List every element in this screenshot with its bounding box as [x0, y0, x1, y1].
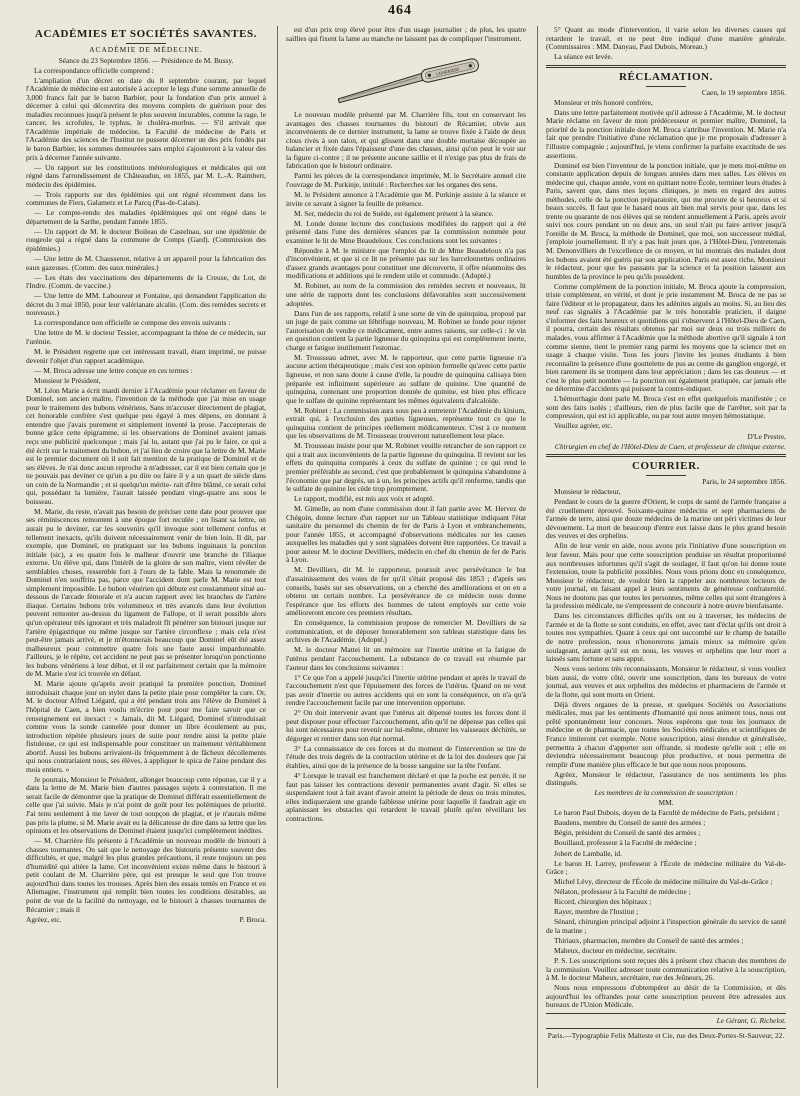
- committee-mm: MM.: [658, 798, 674, 808]
- column-2-intro: est d'un prix trop élevé pour être d'un usage journalier ; de plus, les quatre saillies qui fixent la lame au manche ne laissent pas de compliquer l'instrument.: [286, 26, 526, 43]
- footer-rule: [546, 1013, 786, 1014]
- paragraph: M. Ser, médecin du roi de Suède, est également présent à la séance.: [294, 208, 494, 218]
- paragraph: 4° Lorsque le travail est franchement déclaré et que la poche est percée, il ne faut pas laisser les contractions devenir permanentes avant d'agir. Si elles se suspendaient tout à fait avant d'avoir atteint la période de deux ou trois minutes, elles indiqueraient une grande faiblesse utérine pour laquelle il faudrait agir en aplanissant les obstacles qui retardent le travail plutôt qu'en réveillant les contractions.: [286, 771, 526, 823]
- paragraph: — Trois rapports sur des épidémies qui ont régné récemment dans les communes de Fiers, Galametz et Le Parcq (Pas-de-Calais).: [26, 189, 266, 208]
- paragraph: — Une lettre de MM. Laboureur et Fontaine, qui demandent l'application du décret du 3 mai 1850, pour leur valérianate alcalin. (Com. des remèdes secrets et nouveaux.): [26, 291, 266, 318]
- page-number: 464: [388, 3, 412, 18]
- paragraph: Dans les circonstances difficiles qu'ils ont eu à traverser, les médecins de l'armée et de la flotte se sont conduits, en effet, avec tant d'éclat qu'ils ont droit à toutes nos sympathies. Quant à ceux qui ont succombé sur le champ de bataille de notre profession, nous n'honorerons jamais mieux sa mémoire qu'en soulageant, autant qu'il est en nous, les veuves et orphelins que leur mort a laissés sans fortune et sans appui.: [546, 611, 786, 664]
- paragraph: 2° On doit intervenir avant que l'utérus ait dépensé toutes les forces dont il peut disposer pour effectuer l'accouchement, afin qu'il ne dépense pas celles qui lui sont nécessaires pour revenir sur lui-même, obturer les vaisseaux déchirés, se dégorger et rentrer dans son état normal.: [286, 708, 526, 743]
- committee-member: Michel Lévy, directeur de l'École de médecine militaire du Val-de-Grâce ;: [554, 877, 773, 887]
- signoff-left: Agréez, etc.: [26, 914, 62, 924]
- paragraph: Agréez, Monsieur le rédacteur, l'assurance de nos sentiments les plus distingués.: [546, 769, 786, 788]
- paragraph: M. Trousseau admet, avec M. le rapporteur, que cette partie ligneuse n'a aucune action thérapeutique ; mais c'est son opinion formelle qu'avec cette partie ligneuse, et non sans doute à cause d'elle, la poudre de quinquina calisaya bien préparée est infiniment supérieure au sulfate de quinine. Une quantité de quinquina, contenant une proportion donnée de quinine, est bien plus efficace que le sulfate de quinine représentant les mêmes équivalents d'alcaloïde.: [286, 352, 526, 405]
- committee-members: [546, 809, 786, 955]
- printer-line: Paris.—Typographie Felix Malteste et Cie, rue des Deux-Portes-St-Sauveur, 22.: [547, 1031, 785, 1041]
- bistoury-figure: [321, 47, 491, 105]
- subsection-title: ACADÉMIE DE MÉDECINE.: [89, 45, 203, 54]
- column-3-top: [546, 26, 786, 62]
- postscript: P. S. Les souscriptions sont reçues dès à présent chez chacun des membres de la commission. Veuillez adresser toute communication relative à la souscription, à M. le docteur Maheux, secrétaire, rue des Jeûneurs, 26.: [546, 956, 786, 983]
- paragraph: Monsieur et très honoré confrère,: [554, 97, 653, 107]
- paragraph: Déjà divers organes de la presse, et quelques Sociétés ou Associations médicales, mus par les sentiments d'humanité qui nous animent tous, nous ont prêté spontanément leur concours. Nous espérons que tous les journaux de médecine et de pharmacie, que toutes les Sociétés médicales et scientifiques de France imiteront cet exemple. Notre souscription, ainsi étendue et généralisée, permettra à chacun d'apporter son offrande, si modeste qu'elle soit ; elle en deviendra nécessairement beaucoup plus productive, et nous permettra de remplir d'une manière plus efficace le but que nous nous proposons.: [546, 699, 786, 769]
- committee-member: Rayer, membre de l'Institut ;: [554, 907, 639, 917]
- paragraph: Dans l'un de ses rapports, relatif à une sorte de vin de quinquina, proposé par un juge de paix comme un fébrifuge nouveau, M. Robinet se fonde pour rejeter l'autorisation de vendre ce médicament, entre autres raisons, sur celle-ci : le vin en question contient la partie ligneuse du quinquina qui est complètement inerte, charge et fatigue inutilement l'estomac.: [286, 308, 526, 352]
- reclamation-title: RÉCLAMATION.: [618, 70, 714, 83]
- paragraph: M. Gimelle, au nom d'une commission dont il fait partie avec M. Hervez de Chégoin, donne lecture d'un rapport sur un Tableau statistique indiquant l'état sanitaire du personnel du chemin de fer de Paris à Lyon et embranchements, pour l'année 1855, et accompagné d'observations médicales sur les causes auxquelles les maladies qui y sont signalées doivent être rapportées. Ce travail a pour auteur M. le docteur Devilliers, médecin en chef du chemin de fer de Paris à Lyon.: [286, 504, 526, 565]
- signoff-right: P. Broca.: [239, 914, 266, 924]
- paragraph: M. Devilliers, dit M. le rapporteur, poursuit avec persévérance le but d'assainissement des voies de fer qu'il s'était proposé dès 1853 ; d'après ses conseils, basés sur ses observations, on a cherché des améliorations et on en a obtenu un certain nombre. La persévérance de ce médecin nous donne l'espérance que les efforts des hommes de talent employés sur cette voie amélioreront encore ces premiers résultats.: [286, 565, 526, 618]
- paragraph: M. Léon Marie a écrit mardi dernier à l'Académie pour réclamer en faveur de Dominel, son ancien maître, l'invention de la méthode que j'ai mise en usage pour le traitement des bubons vénériens. Sans m'accuser directement de plagiat, cet honorable confrère s'est quelque peu égayé à mes dépens, en donnant à entendre que j'avais purement et simplement inventé la prose. J'accepterais de bonne grâce cette épigramme, si les observations de Dominel avaient jamais reçu une publicité quelconque ; mais j'ai lu, autant que j'ai pu le faire, ce qui a été écrit sur le traitement du bubon, et j'ai lieu de croire que la lettre de M. Marie est le premier document où il soit fait mention de la pratique de Dominel et de ses élèves. Je n'ai donc aucun reproche à m'adresser, car il est bien certain que je ne pouvais pas deviner ce qu'un a pu dire ou faire il y a un quart de siècle dans un coin de la Normandie ; et si quelqu'un mérite- rait d'être blâmé, ce serait celui qui, possédant la lumière, l'aurait laissée pendant vingt-quatre ans sous le boisseau.: [26, 385, 266, 506]
- title-rule: [646, 475, 686, 476]
- paragraph: La correspondance officielle comprend :: [34, 65, 154, 75]
- section-rule: [546, 65, 786, 68]
- paragraph: Afin de leur venir en aide, nous avons pris l'initiative d'une souscription en leur faveur. Mais pour que cette souscription produise un résultat proportionné aux nombreuses infortunes qu'il s'agit de soulager, il faut qu'on lui donne toute l'extension, toute la publicité possibles. Nous vous prions donc en conséquence, Monsieur le rédacteur, de vouloir bien la rappeler aux nombreux lecteurs de votre journal, en faisant appel à leurs sentiments de généreuse confraternité. Nous ne doutons pas que toutes les personnes, même celles qui sont étrangères à la profession médicale, ne s'empressent de concourir à notre œuvre bienfaisante.: [546, 541, 786, 611]
- committee-member: Le baron H. Larrey, professeur à l'École de médecine militaire du Val-de-Grâce ;: [546, 858, 786, 877]
- paragraph: 1° Ce que l'on a appelé jusqu'ici l'inertie utérine pendant et après le travail de l'accouchement n'est que l'épuisement des forces de l'utérus. Quand on ne veut pas avoir d'inertie ou autres accidents qui en sont la conséquence, on n'a qu'à rendre l'accouchement facile par une intervention opportune.: [286, 672, 526, 708]
- paragraph: — Le compte-rendu des maladies épidémiques qui ont régné dans le département de la Sarthe, pendant l'année 1855.: [26, 208, 266, 226]
- reclamation-body: [546, 99, 786, 421]
- paragraph: L'ampliation d'un décret en date du 8 septembre courant, par lequel l'Académie de médecine est autorisée à accepter le legs d'une somme annuelle de 3,000 francs fait par le baron Barbier, pour la fondation d'un prix annuel à décerner à celui qui découvrira des moyens complets de guérison pour des maladies reconnues jusqu'à présent le plus souvent incurables, comme la rage, le cancer, les scrofules, le typhus, le choléra-morbus. — S'il arrivait que l'Académie impériale de médecine, la Faculté de médecine de Paris et l'Académie des sciences de l'Institut ne pussent décerner un des prix fondés par le baron Barbier, les sommes demeurées sans emploi s'ajouteront à la valeur des prix à décerner l'année suivante.: [26, 75, 266, 162]
- section-title: ACADÉMIES ET SOCIÉTÉS SAVANTES.: [34, 28, 258, 40]
- committee-member: Ricord, chirurgien des hôpitaux ;: [554, 897, 652, 907]
- paragraph: Répondre à M. le ministre que l'emploi du lit de Mme Beaudeloux n'a pas d'inconvénient, et que si ce lit ne présente pas sur les barcelonnettes ordinaires d'assez grands avantages pour constituer une découverte, il offre néanmoins des modifications et additions qui le rendent utile et commode. (Adopté.): [286, 245, 526, 281]
- paragraph: M. Robinet, au nom de la commission des remèdes secrets et nouveaux, lit une série de rapports dont les conclusions défavorables sont successivement adoptées.: [286, 281, 526, 308]
- committee-member: Le baron Paul Dubois, doyen de la Faculté de médecine de Paris, président ;: [554, 808, 780, 818]
- committee-member: Jobert de Lamballe, id.: [554, 848, 622, 858]
- paragraph: — Les états des vaccinations des départements de la Creuse, du Lot, de l'Indre. (Comm. de vaccine.): [26, 272, 266, 291]
- paragraph: En conséquence, la commission propose de remercier M. Devilliers de sa communication, et de déposer honorablement son tableau statistique dans les archives de l'Académie. (Adopté.): [286, 618, 526, 645]
- committee-member: Maheux, docteur en médecine, secrétaire.: [554, 946, 677, 955]
- paragraph: Comme complément de la ponction initiale, M. Broca ajoute la compression, triste complément, en vérité, et dont je prie instamment M. Broca de ne pas se faire l'éditeur et le propagateur, dans les adénites aiguës au moins. Si, au lieu des neuf cas signalés à l'Académie par le très honorable praticien, il daigne s'informer des faits heureux et quotidiens qui s'observent à l'Hôtel-Dieu de Caen, il pourra, certain des résultats obtenus par moi sur deux ou trois milliers de malades, vous affirmer à l'Académie que la méthode abortive qu'il signale à tort comme sienne, tient le premier rang parmi les moyens que la science met en usage à chaque visite. Tous les jours j'invite les jeunes étudiants à bien reconnaître la présence d'une gouttelette de pus au centre du ganglion engorgé, et bien rarement ils se trompent dans leur appréciation ; dans les cas douteux — et c'est le plus petit nombre — la ponction est également pratiquée, car jamais elle ne détermine d'accidents qui puissent la contre-indiquer.: [546, 281, 786, 394]
- title-rule: [126, 43, 166, 44]
- paragraph: M. Marie ajoute qu'après avoir pratiqué la première ponction, Dominel introduisait chaque jour un stylet dans la petite plaie pour compléter la cure. Or, M. le docteur Alfred Liégard, qui a été pendant trois ans l'élève de Dominel à l'hôpital de Caen, a bien voulu m'écrire pour pour me faire savoir que ce renseignement est inexact : « Jamais, dit M. Liégard, Dominel n'introduisait comme vous la sonde cannelée pour donner un libre écoulement au pus, introduction répétée plusieurs jours de suite pour rendre ainsi la petite plaie fistuleuse, ce qui est indispensable pour constituer un traitement véritablement abortif. Aussi les bubons arrivaient-ils fréquemment à de fâcheux décollements qui nous contrariaient nous, ses élèves, à appliquer le spica de l'aine pendant des mois entiers. »: [26, 679, 266, 774]
- committee-member: Nélaton, professeur à la Faculté de médecine ;: [554, 887, 691, 897]
- paragraph: M. Marie, du reste, n'avait pas besoin de préciser cette date pour prouver que ses réminiscences remontent à une époque fort reculée ; en lisant sa lettre, on aurait pu le deviner, car les souvenirs qu'il invoque sont tellement confus et tellement inexacts, qu'ils doivent nécessairement venir de bien loin. Il dit, par exemple, que Dominel, en pratiquant sur les bubons inguinaux la ponction initiale (sic), a eu quatre fois le malheur d'ouvrir une branche de l'iliaque externe. Un élève qui, dans l'intérêt de la gloire de son maître, vient révéler de semblables choses, ressemble fort à l'ours de la fable. Mais la renommée de Dominel n'en souffrira pas, parce que l'accident dont parle M. Marie est tout simplement impossible. Le bubon vénérien qui débute est constamment situé au-dessous de l'arcade fémorale et n'a aucun rapport avec les branches de l'artère iliaque. Certains bubons très volumineux et très avancés dans leur évolution peuvent remonter au-dessus du ligament de Fallope, et il serait possible alors qu'un opérateur très ignorant et très maladroit fît pénétrer son bistouri jusque sur l'artère épigastrique ou même jusque sur l'artère circonflexe ; mais cela n'est peut-être jamais arrivé, et je m'étonnerais beaucoup que Dominel eût été assez malheureux pour commettre quatre fois une faute aussi impardonnable. J'ailleurs, je le répète, cet accident ne peut pas se présenter lorsqu'on ponctionne les bubons vénériens à leur début, et il est parfaitement certain que la mémoire de M. Marie s'est ici trouvée en défaut.: [26, 506, 266, 679]
- committee-member: Bégin, président du Conseil de santé des armées ;: [554, 828, 701, 838]
- paragraph: — M. Broca adresse une lettre conçue en ces termes :: [34, 365, 193, 375]
- paragraph: 3° La connaissance de ces forces et du moment de l'intervention se tire de l'étude des trois degrés de la contraction utérine et de la loi des douleurs que j'ai établies, ainsi que de la présence de la bosse sanguine sur la tête l'enfant.: [286, 743, 526, 771]
- paragraph: M. Trousseau insiste pour que M. Robinet veuille retrancher de son rapport ce qui a trait aux inconvénients de la partie ligneuse du quinquina. Il revient sur les effets du quinquina comparés à ceux du sulfate de quinine ; ce qui rend le premier préférable au second, c'est que probablement le quinquina s'abandonne à l'économie que par degrés, un à un, les principes actifs qu'il renferme, tandis que le sulfate de quinine les cède trop promptement.: [286, 441, 526, 494]
- column-1-body: [26, 67, 266, 915]
- broca-signoff: [26, 916, 266, 925]
- session-line: Séance du 23 Septembre 1856. — Présidence de M. Bussy.: [58, 55, 234, 65]
- section-rule: [546, 454, 786, 457]
- paragraph: Une lettre de M. le docteur Tessier, accompagnant la thèse de ce médecin, sur l'urémie.: [26, 328, 266, 346]
- column-divider: [277, 26, 278, 1088]
- paragraph: M. Londe donne lecture des conclusions modifiées du rapport qui a été présenté dans l'une des dernières séances par la commission nommée pour examiner le lit de Mme Beaudeloux. Ces conclusions sont les suivantes :: [286, 218, 526, 245]
- paragraph: Dominel est bien l'inventeur de la ponction initiale, que je mets moi-même en constante application depuis de longues années dans mes salles. Les élèves en médecine qui, chaque année, vont en quittant notre École, terminer leurs études à Paris, savent que, dans mes leçons cliniques, je mets en regard des autres méthodes, celle de la ponction préparatoire, qui me procure de si heureux et si beaux succès. Il faut que le hasard nous ait bien mal servis pour que, dans les trente ou quarante de nos élèves qui se rendent annuellement à Paris, après avoir suivi nos cours pendant un ou deux ans, un seul n'ait pu faire arriver jusqu'à l'oreille de M. Broca, la méthode de Dominel, que moi, son successeur médial, j'emploie journellement. Il n'y a pas huit jours que, à l'Hôtel-Dieu, j'entretenais M. Denonvilliers de l'excellence de ce moyen, et lui montrais des malades dont les bubons avaient été guéris par son application. Paris est assez riche, Monsieur le rédacteur, pour que les passants par la science et la position laissent aux humbles de la province le peu qu'ils possèdent.: [546, 160, 786, 281]
- paragraph: M. le Président annonce à l'Académie que M. Purkinje assiste à la séance et invite ce savant à signer la feuille de présence.: [286, 190, 526, 208]
- paragraph: Monsieur le Président,: [34, 375, 101, 385]
- committee-member: Baudens, membre du Conseil de santé des armées ;: [554, 818, 706, 828]
- reclamation-signature-title: Chirurgien en chef de l'Hôtel-Dieu de Caen, et professeur de clinique externe.: [554, 441, 786, 451]
- reclamation-dateline: Caen, le 19 septembre 1856.: [701, 87, 786, 97]
- paragraph: Le rapport, modifié, est mis aux voix et adopté.: [294, 494, 435, 504]
- courrier-title: COURRIER.: [631, 460, 701, 473]
- paragraph: Parmi les pièces de la correspondance imprimée, M. le Secrétaire annuel cite l'ouvrage de M. Purkinje, intitulé : Recherches sur les organes des sens.: [286, 171, 526, 189]
- paragraph: — Un rapport de M. le docteur Boileau de Castelnau, sur une épidémie de rougeole qui a régné dans la commune de Comps (Gard). (Commission des épidémies.): [26, 226, 266, 254]
- paragraph: Nous vous serions très reconnaissants, Monsieur le rédacteur, si vous vouliez bien aussi, de votre côté, ouvrir une souscription, dans les bureaux de votre journal, aux veuves et aux orphelins des médecins et pharmaciens de l'armée et de la flotte, qui sont morts en Orient.: [546, 664, 786, 699]
- courrier-dateline: Paris, le 24 septembre 1856.: [702, 477, 786, 487]
- gerant: Le Gérant, G. Richelot.: [716, 1015, 786, 1025]
- column-divider: [537, 26, 538, 1088]
- paragraph: Je pourrais, Monsieur le Président, allonger beaucoup cette réponse, car il y a dans la lettre de M. Marie bien d'autres passages sujets à contestation. Il me serait facile de démontrer que la pratique de Dominel différait essentiellement de celle que j'ai suivie. Mais je n'ai point de goût pour les polémiques de priorité. J'ai tenu seulement à me laver de tout soupçon de plagiat, et je n'aurais même pas pris la plume, si M. Marie avait eu la délicatesse de dire dans sa lettre que les opinions et les observations de Dominel étaient jusqu'ici complètement inédites.: [26, 774, 266, 836]
- courrier-body: [546, 488, 786, 788]
- paragraph: Monsieur le rédacteur,: [554, 487, 621, 497]
- column-2-body: [286, 111, 526, 823]
- paragraph: La correspondance non officielle se compose des envois suivants :: [34, 318, 231, 328]
- paragraph: Le nouveau modèle présenté par M. Charrière fils, tout en conservant les avantages des chasses tournantes du bistouri de Récamier, obvie aux inconvénients de ce dernier instrument, la lame se trouve fixée à l'aide de deux clous rivés à son talon, et qui glissent dans une double mortaise découpée au balancier et fixée dans l'épaisseur d'une des chasses, ainsi qu'on peut le voir sur la figure ci-contre ; il ne présente aucune saillie et il n'exige pas plus de frais de fabrication que le bistouri ordinaire.: [286, 110, 526, 171]
- column-2: [286, 26, 526, 1088]
- paragraph: La séance est levée.: [554, 52, 613, 62]
- paragraph: Pendant le cours de la guerre d'Orient, le corps de santé de l'armée française a été cruellement éprouvé. Soixante-quinze médecins et sept pharmaciens de l'armée de terre, ainsi que douze médecins de la marine ont péri victimes de leur dévouement. La mort de beaucoup d'entre eux laisse dans le plus grand besoin des veuves et des orphelins.: [546, 497, 786, 541]
- committee-heading: Les membres de la commission de souscription :: [594, 788, 738, 798]
- paragraph: 5° Quant au mode d'intervention, il varie selon les diverses causes qui retardent le travail, et ne peut être indiqué d'une manière générale. (Commissaires : MM. Danyau, Paul Dubois, Moreau.): [546, 26, 786, 52]
- title-rule: [646, 86, 686, 87]
- reclamation-signoff: Veuillez agréer, etc.: [554, 421, 613, 431]
- committee-member: Bouillaud, professeur à la Faculté de médecine ;: [554, 838, 697, 848]
- closing-note: Nous nous empressons d'obtempérer au désir de la Commission, et dès aujourd'hui les offrandes pour cette souscription peuvent être adressées aux bureaux de l'Union Médicale.: [546, 983, 786, 1010]
- paragraph: — M. Charrière fils présente à l'Académie un nouveau modèle de bistouri à chasses tournantes. On sait que le nettoyage des bistouris présente souvent des difficultés, et que, malgré les plus grandes précautions, il reste toujours un peu d'humidité qui altère la lame. Cet inconvénient existe même dans le bistouri à petit coulant de M. Charrière père, qui est presque le seul que l'on trouve aujourd'hui dans toutes les trousses. Après bien des essais tentés en France et en Allemagne, l'instrument qui remplit bien toutes les conditions désirables, au point de vue de la facilité du nettoyage, est le bistouri à chasses tournantes de Récamier ; mais il: [26, 836, 266, 914]
- column-1: [26, 26, 266, 1088]
- committee-member: Thiriaux, pharmacien, membre du Conseil de santé des armées ;: [554, 935, 744, 945]
- footer-rule: [546, 1028, 786, 1029]
- paragraph: — Une lettre de M. Chaussenot, relative à un appareil pour la fabrication des eaux gazeuses. (Comm. des eaux minérales.): [26, 254, 266, 272]
- paragraph: L'hémorrhagie dont parle M. Broca s'est en effet quelquefois manifestée ; ce sont des faits isolés ; d'ailleurs, rien de plus facile que de l'arrêter, soit par la compression, qui est ici applicable, ou par tout autre moyen hémostatique.: [546, 394, 786, 421]
- reclamation-signature: D'Le Prestre,: [747, 431, 786, 441]
- committee-member: Sénard, chirurgien principal adjoint à l'inspection générale du service de santé de la marine ;: [546, 917, 786, 935]
- paragraph: M. le Président regrette que cet intéressant travail, étant imprimé, ne puisse devenir l'objet d'un rapport académique.: [26, 347, 266, 365]
- figure-label: CHARRIÈRE: [435, 66, 461, 77]
- paragraph: M. le docteur Mattei lit un mémoire sur l'inertie utérine et la fatigue de l'utérus pendant l'accouchement. La substance de ce travail est résumée par l'auteur dans les conclusions suivantes :: [286, 645, 526, 672]
- column-3: [546, 26, 786, 1088]
- paragraph: — Un rapport sur les constitutions météorologiques et médicales qui ont régné dans l'arrondissement de Châteaudun, en 1855, par M. L.-A. Raimbert, médecin des épidémies.: [26, 162, 266, 189]
- paragraph: Dans une lettre parfaitement motivée qu'il adresse à l'Académie, M. le docteur Marie réclame en faveur de mon prédécesseur et premier maître, Dominel, la priorité de la ponction initiale dont M. Broca s'attribue l'invention. M. Marie n'a fait que prendre l'initiative d'une réclamation que je me proposais d'adresser à l'illustre compagnie ; aujourd'hui, je viens confirmer la parfaite exactitude de ses assertions.: [546, 107, 786, 160]
- paragraph: M. Robinet : La commission aura sous peu à entretenir l'Académie du kinium, extrait qui, à l'exclusion des parties ligneuses, représente tout ce que le quinquina contient de principes réellement médicamenteux. C'est à ce moment que les observations de M. Trousseau trouveront naturellement leur place.: [286, 405, 526, 441]
